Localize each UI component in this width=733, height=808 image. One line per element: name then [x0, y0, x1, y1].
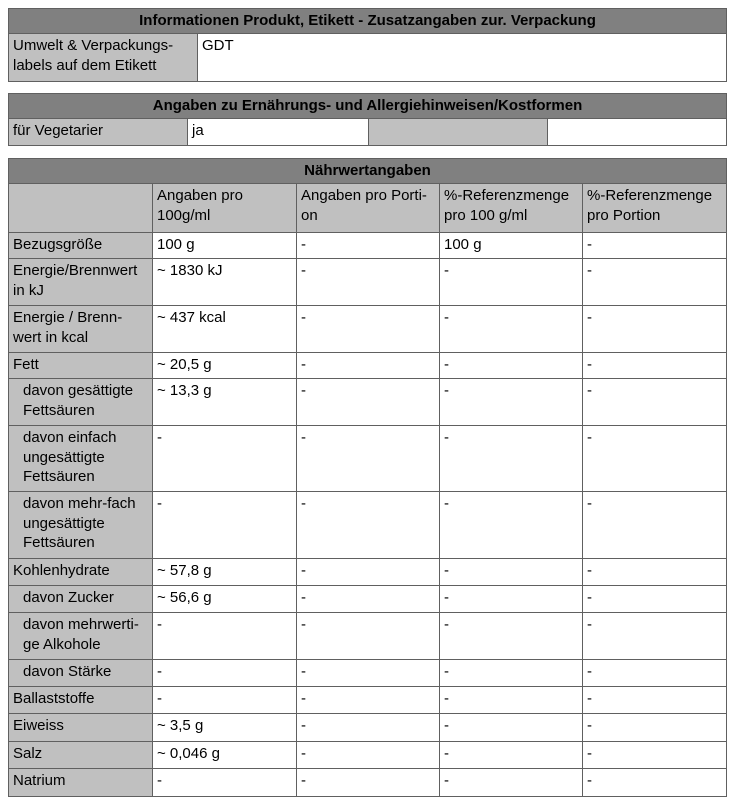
row-value: ja [188, 119, 369, 146]
row-label: für Vegetarier [9, 119, 188, 146]
cell-value: - [583, 586, 727, 613]
row-label: Kohlenhydrate [9, 559, 153, 586]
cell-value: - [153, 660, 297, 687]
cell-value: - [297, 492, 440, 559]
packaging-table [8, 8, 727, 82]
cell-value: - [297, 306, 440, 353]
cell-value: - [297, 687, 440, 714]
cell-value: - [583, 559, 727, 586]
cell-value: - [297, 660, 440, 687]
cell-value: - [297, 233, 440, 259]
table-row [9, 259, 727, 306]
cell-value: - [583, 379, 727, 426]
cell-value: - [583, 714, 727, 742]
cell-value: - [153, 687, 297, 714]
cell-value: ~ 3,5 g [153, 714, 297, 742]
cell-value: - [440, 742, 583, 769]
cell-value: - [440, 660, 583, 687]
diet-table [8, 93, 727, 146]
cell-value: 100 g [153, 233, 297, 259]
section-title: Informationen Produkt, Etikett - Zusatzangaben zur. Verpackung [9, 9, 727, 34]
row-label: Ballaststoffe [9, 687, 153, 714]
cell-value: - [153, 492, 297, 559]
row-value: GDT [198, 34, 727, 82]
cell-value: - [440, 426, 583, 492]
cell-value: - [297, 379, 440, 426]
table-row [9, 714, 727, 742]
cell-value: - [440, 306, 583, 353]
row-label: Umwelt & Verpackungs-labels auf dem Etikett [9, 34, 198, 82]
cell-value: ~ 1830 kJ [153, 259, 297, 306]
table-row [9, 353, 727, 379]
cell-value: - [297, 559, 440, 586]
table-row [9, 492, 727, 559]
row-label: Energie/Brennwert in kJ [9, 259, 153, 306]
cell-value: - [583, 306, 727, 353]
cell-value: - [297, 259, 440, 306]
cell-value: - [440, 687, 583, 714]
row-label: Bezugsgröße [9, 233, 153, 259]
cell-value: - [297, 613, 440, 660]
cell-value: - [583, 742, 727, 769]
table-row [9, 687, 727, 714]
cell-value: - [440, 613, 583, 660]
section-title: Angaben zu Ernährungs- und Allergiehinweisen/Kostformen [9, 94, 727, 119]
column-header: %-Referenzmenge pro Portion [583, 184, 727, 233]
cell-value: - [440, 492, 583, 559]
cell-value: ~ 56,6 g [153, 586, 297, 613]
nutrition-table [8, 158, 727, 797]
row-label: davon Stärke [9, 660, 153, 687]
cell-value: - [297, 714, 440, 742]
cell-value: - [440, 714, 583, 742]
cell-value: - [583, 233, 727, 259]
cell-value: - [583, 426, 727, 492]
row-label-empty [369, 119, 548, 146]
table-row [9, 426, 727, 492]
row-label: Energie / Brenn-wert in kcal [9, 306, 153, 353]
cell-value: 100 g [440, 233, 583, 259]
row-label: davon mehrwerti-ge Alkohole [9, 613, 153, 660]
cell-value: - [583, 660, 727, 687]
cell-value: - [440, 586, 583, 613]
cell-value: - [583, 613, 727, 660]
table-row [9, 769, 727, 797]
table-row [9, 559, 727, 586]
cell-value: - [583, 769, 727, 797]
column-header: Angaben pro 100g/ml [153, 184, 297, 233]
cell-value: - [153, 613, 297, 660]
cell-value: - [297, 426, 440, 492]
table-row [9, 742, 727, 769]
row-label: Fett [9, 353, 153, 379]
row-label: davon Zucker [9, 586, 153, 613]
cell-value: - [440, 559, 583, 586]
row-label: Natrium [9, 769, 153, 797]
cell-value: - [297, 586, 440, 613]
table-row [9, 379, 727, 426]
cell-value: ~ 20,5 g [153, 353, 297, 379]
table-row [9, 586, 727, 613]
cell-value: - [297, 769, 440, 797]
cell-value: ~ 13,3 g [153, 379, 297, 426]
cell-value: - [297, 353, 440, 379]
cell-value: ~ 437 kcal [153, 306, 297, 353]
cell-value: - [583, 492, 727, 559]
row-label: davon gesättigte Fettsäuren [9, 379, 153, 426]
column-header [9, 184, 153, 233]
cell-value: - [583, 687, 727, 714]
table-row [9, 613, 727, 660]
cell-value: - [440, 379, 583, 426]
row-label: davon mehr-fach ungesättigte Fettsäuren [9, 492, 153, 559]
cell-value: - [583, 353, 727, 379]
cell-value: - [297, 742, 440, 769]
cell-value: - [153, 426, 297, 492]
row-label: Salz [9, 742, 153, 769]
table-row [9, 660, 727, 687]
row-label: davon einfach ungesättigte Fettsäuren [9, 426, 153, 492]
cell-value: ~ 57,8 g [153, 559, 297, 586]
table-row [9, 233, 727, 259]
cell-value: - [153, 769, 297, 797]
cell-value: ~ 0,046 g [153, 742, 297, 769]
row-value-empty [548, 119, 727, 146]
cell-value: - [440, 259, 583, 306]
column-header: %-Referenzmenge pro 100 g/ml [440, 184, 583, 233]
row-label: Eiweiss [9, 714, 153, 742]
cell-value: - [440, 769, 583, 797]
cell-value: - [583, 259, 727, 306]
table-row [9, 306, 727, 353]
cell-value: - [440, 353, 583, 379]
section-title: Nährwertangaben [9, 159, 727, 184]
column-header: Angaben pro Porti-on [297, 184, 440, 233]
